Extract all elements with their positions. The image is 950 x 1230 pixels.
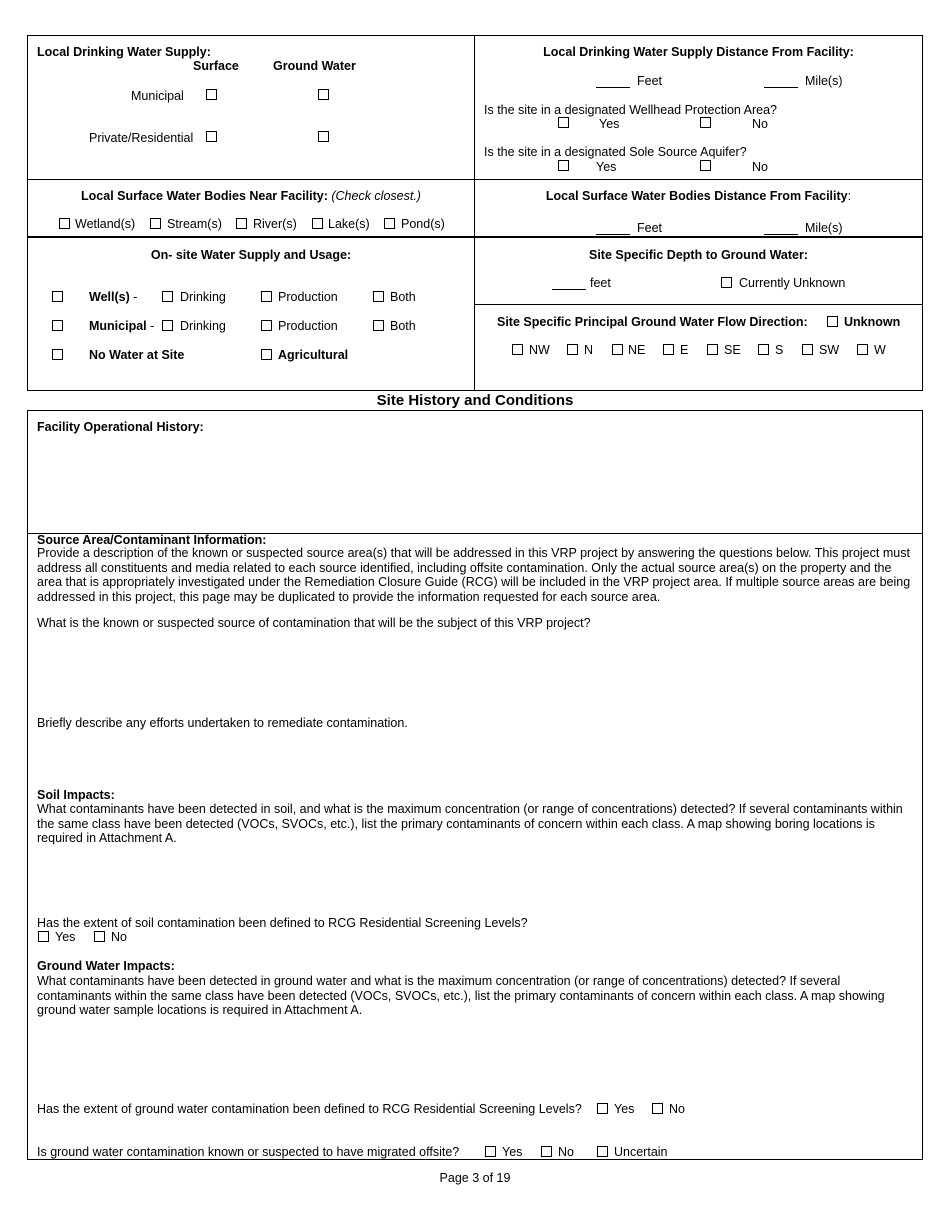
- flow-ne-label: NE: [628, 343, 646, 357]
- col-surface-label: Surface: [193, 59, 239, 73]
- depth-title: Site Specific Depth to Ground Water:: [589, 248, 808, 262]
- col-ground-label: Ground Water: [273, 59, 356, 73]
- migrate-question: Is ground water contamination known or suspected to have migrated offsite?: [37, 1145, 460, 1159]
- flow-e-label: E: [680, 343, 689, 357]
- gw-response[interactable]: [37, 1020, 912, 1094]
- flow-nw-label: NW: [529, 343, 550, 357]
- municipal-production-checkbox[interactable]: [261, 320, 272, 331]
- wellhead-yes-checkbox[interactable]: [558, 117, 569, 128]
- gw-extent-no-label: No: [669, 1102, 685, 1116]
- flow-se-label: SE: [724, 343, 741, 357]
- flow-nw-checkbox[interactable]: [512, 344, 523, 355]
- municipal-both-label: Both: [390, 319, 416, 333]
- top-table-row1-divider: [27, 179, 923, 180]
- stream-checkbox[interactable]: [150, 218, 161, 229]
- municipal-surface-checkbox[interactable]: [206, 89, 217, 100]
- surface-bodies-title-row: [28, 189, 474, 203]
- soil-extent-no-checkbox[interactable]: [94, 931, 105, 942]
- wells-production-label: Production: [278, 290, 338, 304]
- soil-title: Soil Impacts:: [37, 788, 115, 802]
- drinking-feet-blank[interactable]: [596, 78, 630, 88]
- flow-sw-checkbox[interactable]: [802, 344, 813, 355]
- gw-extent-no-checkbox[interactable]: [652, 1103, 663, 1114]
- surface-distance-title: Local Surface Water Bodies Distance From Facility: [545, 189, 848, 203]
- flow-w-checkbox[interactable]: [857, 344, 868, 355]
- wells-label: Well(s): [89, 290, 130, 304]
- flow-unknown-checkbox[interactable]: [827, 316, 838, 327]
- wetland-checkbox[interactable]: [59, 218, 70, 229]
- depth-unknown-label: Currently Unknown: [739, 276, 846, 290]
- history-border-right: [922, 410, 923, 1160]
- drinking-supply-title: Local Drinking Water Supply:: [37, 45, 211, 59]
- flow-se-checkbox[interactable]: [707, 344, 718, 355]
- flow-unknown-label: Unknown: [844, 315, 901, 329]
- sole-source-yes-label: Yes: [596, 160, 617, 174]
- surface-distance-colon: :: [847, 189, 852, 203]
- municipal-row-label: [89, 319, 154, 333]
- top-table-row2-divider: [27, 236, 923, 238]
- onsite-title: On- site Water Supply and Usage:: [150, 248, 352, 262]
- sole-source-question: Is the site in a designated Sole Source Aquifer?: [484, 145, 747, 159]
- wells-dash: -: [133, 290, 138, 304]
- row-private-label: Private/Residential: [89, 131, 194, 145]
- section-title: Site History and Conditions: [376, 392, 574, 409]
- source-response[interactable]: [37, 634, 912, 710]
- depth-feet-blank[interactable]: [552, 280, 586, 290]
- surface-bodies-note: (Check closest.): [331, 189, 421, 203]
- no-water-label: No Water at Site: [89, 348, 185, 362]
- municipal-label: Municipal: [89, 319, 147, 333]
- lake-checkbox[interactable]: [312, 218, 323, 229]
- river-checkbox[interactable]: [236, 218, 247, 229]
- municipal-supply-checkbox[interactable]: [52, 320, 63, 331]
- wellhead-no-label: No: [752, 117, 768, 131]
- municipal-drinking-checkbox[interactable]: [162, 320, 173, 331]
- soil-extent-no-label: No: [111, 930, 127, 944]
- row-municipal-label: Municipal: [131, 89, 184, 103]
- migrate-yes-label: Yes: [502, 1145, 523, 1159]
- gw-extent-yes-checkbox[interactable]: [597, 1103, 608, 1114]
- soil-extent-question: Has the extent of soil contamination been defined to RCG Residential Screening Levels?: [37, 916, 528, 930]
- river-label: River(s): [253, 217, 297, 231]
- lake-label: Lake(s): [328, 217, 370, 231]
- agricultural-label: Agricultural: [278, 348, 349, 362]
- private-ground-checkbox[interactable]: [318, 131, 329, 142]
- wells-drinking-label: Drinking: [180, 290, 226, 304]
- history-border-bottom: [27, 1159, 923, 1160]
- source-body: Provide a description of the known or suspected source area(s) that will be addressed in this VRP project by answering the questions below. This project must address all constituents and media related to each source identified, including offsite contamination. Only the actual source area(s) on the property and the area that is appropriately investigated under the Remediation Closure Guide (RCG) will be included in the VRP project area. If multiple source areas are being addressed in this project, this page may be duplicated to provide the information requested for each source area.: [37, 546, 911, 604]
- flow-n-label: N: [584, 343, 594, 357]
- source-title: Source Area/Contaminant Information:: [37, 533, 267, 547]
- source-question: What is the known or suspected source of contamination that will be the subject of this VRP project?: [37, 616, 591, 630]
- stream-label: Stream(s): [167, 217, 222, 231]
- wells-drinking-checkbox[interactable]: [162, 291, 173, 302]
- facility-history-title: Facility Operational History:: [37, 420, 204, 434]
- top-table-divider-vertical: [474, 35, 475, 391]
- pond-label: Pond(s): [401, 217, 445, 231]
- facility-history-response[interactable]: [37, 440, 912, 528]
- flow-e-checkbox[interactable]: [663, 344, 674, 355]
- wells-checkbox[interactable]: [52, 291, 63, 302]
- no-water-checkbox[interactable]: [52, 349, 63, 360]
- soil-extent-yes-checkbox[interactable]: [38, 931, 49, 942]
- pond-checkbox[interactable]: [384, 218, 395, 229]
- municipal-ground-checkbox[interactable]: [318, 89, 329, 100]
- surface-feet-label: Feet: [637, 221, 663, 235]
- wellhead-yes-label: Yes: [599, 117, 620, 131]
- agricultural-checkbox[interactable]: [261, 349, 272, 360]
- top-table-border-right: [922, 35, 923, 391]
- migrate-no-checkbox[interactable]: [541, 1146, 552, 1157]
- soil-response[interactable]: [37, 848, 912, 910]
- soil-body: What contaminants have been detected in soil, and what is the maximum concentration (or range of concentrations) detected? If several contaminants within the same class have been detected (VOCs, SVOCs, etc.), list the primary contaminants of concern within each class. A map showing boring locations is required in Attachment A.: [37, 802, 903, 846]
- wetland-label: Wetland(s): [75, 217, 136, 231]
- migrate-yes-checkbox[interactable]: [485, 1146, 496, 1157]
- surface-distance-title-row: [475, 189, 922, 203]
- wellhead-question: Is the site in a designated Wellhead Protection Area?: [484, 103, 778, 117]
- history-border-left: [27, 410, 28, 1160]
- page-number: Page 3 of 19: [439, 1171, 511, 1185]
- drinking-distance-title: Local Drinking Water Supply Distance From Facility:: [543, 45, 854, 59]
- remediate-response[interactable]: [37, 734, 912, 784]
- gw-extent-question: Has the extent of ground water contamination been defined to RCG Residential Screening Levels?: [37, 1102, 582, 1116]
- flow-ne-checkbox[interactable]: [612, 344, 623, 355]
- drinking-miles-blank[interactable]: [764, 78, 798, 88]
- flow-w-label: W: [874, 343, 886, 357]
- private-surface-checkbox[interactable]: [206, 131, 217, 142]
- sole-source-no-label: No: [752, 160, 768, 174]
- migrate-no-label: No: [558, 1145, 574, 1159]
- wellhead-no-checkbox[interactable]: [700, 117, 711, 128]
- flow-sw-label: SW: [819, 343, 840, 357]
- flow-n-checkbox[interactable]: [567, 344, 578, 355]
- surface-miles-blank[interactable]: [764, 225, 798, 235]
- wells-row-label: [89, 290, 137, 304]
- top-table-border-left: [27, 35, 28, 391]
- municipal-production-label: Production: [278, 319, 338, 333]
- drinking-feet-label: Feet: [637, 74, 663, 88]
- history-border-top: [27, 410, 923, 411]
- remediate-question: Briefly describe any efforts undertaken to remediate contamination.: [37, 716, 408, 730]
- migrate-uncertain-checkbox[interactable]: [597, 1146, 608, 1157]
- flow-title: Site Specific Principal Ground Water Flow Direction:: [497, 315, 808, 329]
- top-table-right-subdivider: [474, 304, 923, 305]
- gw-body: What contaminants have been detected in ground water and what is the maximum concentration (or range of concentrations) detected? If several contaminants within the same class have been detected (VOCs, SVOCs, etc.), list the primary contaminants of concern within each class. A map showing ground water sample locations is required in Attachment A.: [37, 974, 885, 1018]
- wells-both-label: Both: [390, 290, 416, 304]
- top-table-border-bottom: [27, 390, 923, 391]
- flow-s-label: S: [775, 343, 784, 357]
- municipal-both-checkbox[interactable]: [373, 320, 384, 331]
- migrate-uncertain-label: Uncertain: [614, 1145, 668, 1159]
- surface-feet-blank[interactable]: [596, 225, 630, 235]
- depth-feet-label: feet: [590, 276, 611, 290]
- flow-s-checkbox[interactable]: [758, 344, 769, 355]
- wells-both-checkbox[interactable]: [373, 291, 384, 302]
- top-table-border-top: [27, 35, 923, 36]
- surface-bodies-title: Local Surface Water Bodies Near Facility:: [81, 189, 328, 203]
- gw-extent-yes-label: Yes: [614, 1102, 635, 1116]
- wells-production-checkbox[interactable]: [261, 291, 272, 302]
- sole-source-no-checkbox[interactable]: [700, 160, 711, 171]
- depth-unknown-checkbox[interactable]: [721, 277, 732, 288]
- sole-source-yes-checkbox[interactable]: [558, 160, 569, 171]
- drinking-miles-label: Mile(s): [805, 74, 843, 88]
- municipal-dash: -: [150, 319, 155, 333]
- surface-miles-label: Mile(s): [805, 221, 843, 235]
- soil-extent-yes-label: Yes: [55, 930, 76, 944]
- municipal-drinking-label: Drinking: [180, 319, 226, 333]
- gw-title: Ground Water Impacts:: [37, 959, 175, 973]
